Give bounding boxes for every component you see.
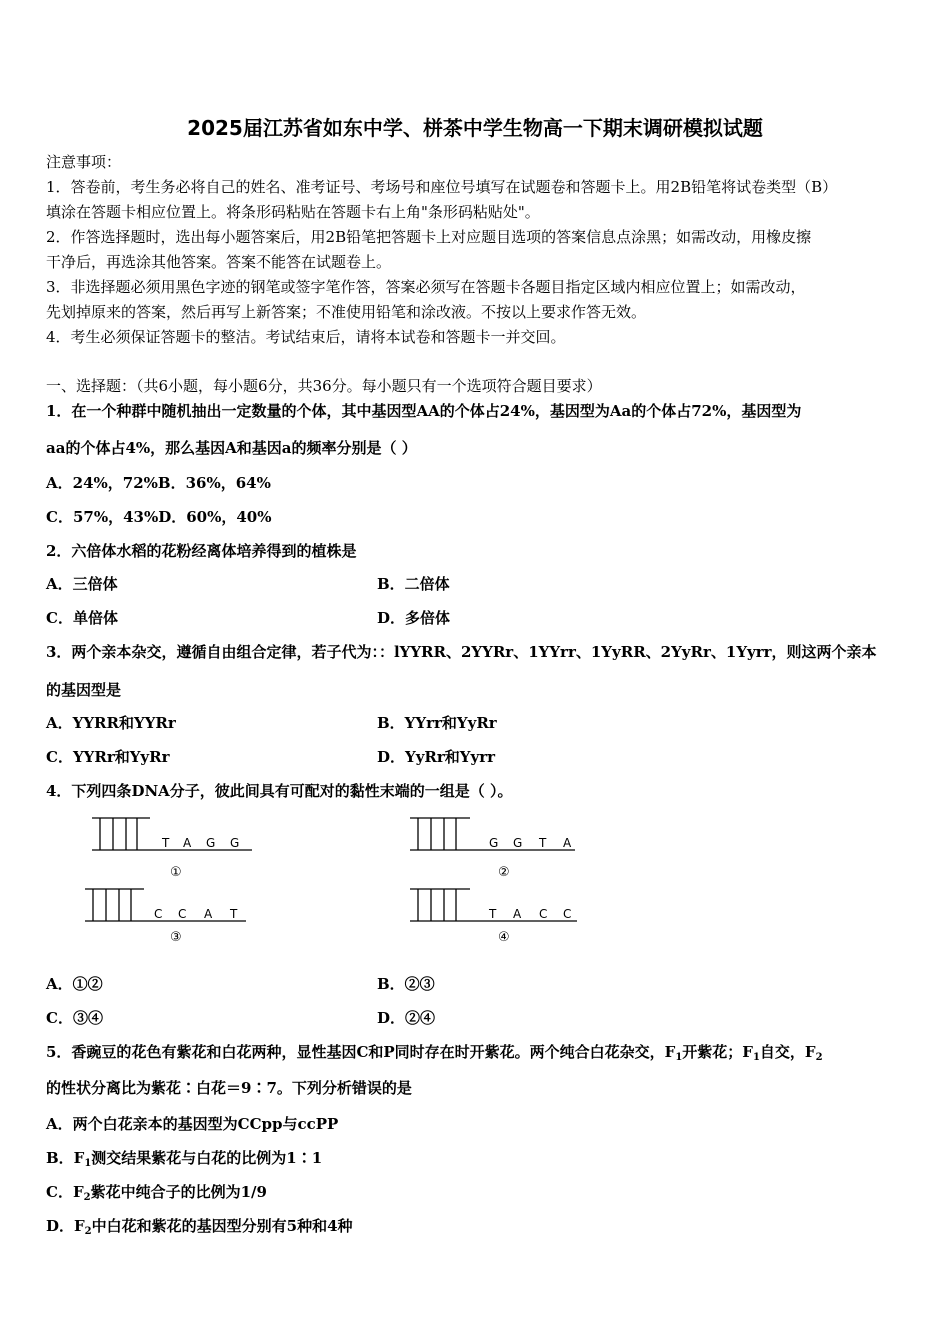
q4-option-a: A．①② xyxy=(46,975,103,993)
m1-base: T xyxy=(162,836,170,850)
q5-option-d xyxy=(46,1216,353,1236)
m4-label: ④ xyxy=(498,930,510,945)
q5-d-sub: 2 xyxy=(84,1226,92,1237)
m3-base: C xyxy=(154,907,163,921)
notice-line: 干净后，再选涂其他答案。答案不能答在试题卷上。 xyxy=(46,253,392,271)
q5-text: 开紫花；F xyxy=(682,1043,753,1061)
m3-label: ③ xyxy=(170,930,182,945)
q5-c-post: 紫花中纯合子的比例为1/9 xyxy=(90,1183,267,1201)
q3-option-a: A．YYRR和YYRr xyxy=(46,714,176,732)
dna-molecule-1 xyxy=(92,818,252,850)
dna-figure xyxy=(80,812,595,948)
m2-label: ② xyxy=(498,865,510,880)
q5-c-pre: C．F xyxy=(46,1183,84,1201)
q3-option-d: D．YyRr和Yyrr xyxy=(377,748,496,766)
q4-option-d: D．②④ xyxy=(377,1009,436,1027)
q3-option-b: B．YYrr和YyRr xyxy=(377,714,497,732)
q5-c-sub: 2 xyxy=(83,1192,91,1203)
q2-option-d: D．多倍体 xyxy=(377,609,451,627)
q1-stem-line2: aa的个体占4%，那么基因A和基因a的频率分别是（ ） xyxy=(46,439,417,457)
q3-stem-line2: 的基因型是 xyxy=(46,681,122,699)
q5-option-a: A．两个白花亲本的基因型为CCpp与ccPP xyxy=(46,1115,339,1133)
m3-base: C xyxy=(178,907,187,921)
q4-option-b: B．②③ xyxy=(377,975,435,993)
section-heading: 一、选择题：（共6小题，每小题6分，共36分。每小题只有一个选项符合题目要求） xyxy=(46,377,602,395)
m1-label: ① xyxy=(170,865,182,880)
q2-option-b: B．二倍体 xyxy=(377,575,450,593)
q2-option-a: A．三倍体 xyxy=(46,575,118,593)
q1-options-cd: C．57%，43%D．60%，40% xyxy=(46,508,272,526)
q5-b-sub: 1 xyxy=(84,1158,92,1169)
notice-heading: 注意事项： xyxy=(46,153,122,171)
q4-stem: 4．下列四条DNA分子，彼此间具有可配对的黏性末端的一组是（ ）。 xyxy=(46,782,513,800)
m1-base: G xyxy=(230,836,240,850)
q5-option-b xyxy=(46,1148,322,1168)
m4-base: T xyxy=(489,907,497,921)
m1-base: A xyxy=(183,836,192,850)
m4-base: C xyxy=(563,907,572,921)
m1-base: G xyxy=(206,836,216,850)
q2-option-c: C．单倍体 xyxy=(46,609,118,627)
q3-stem-line1: 3．两个亲本杂交，遵循自由组合定律，若子代为：：lYYRR、2YYRr、1YYrr、1YyRR、2YyRr、1Yyrr，则这两个亲本 xyxy=(46,643,877,661)
notice-line: 先划掉原来的答案，然后再写上新答案；不准使用铅笔和涂改液。不按以上要求作答无效。 xyxy=(46,303,647,321)
q2-stem: 2．六倍体水稻的花粉经离体培养得到的植株是 xyxy=(46,542,357,560)
q3-option-c: C．YYRr和YyRr xyxy=(46,748,170,766)
m3-base: A xyxy=(204,907,213,921)
notice-line: 填涂在答题卡相应位置上。将条形码粘贴在答题卡右上角"条形码粘贴处"。 xyxy=(46,203,540,221)
q1-options-ab: A．24%，72%B．36%，64% xyxy=(46,474,271,492)
notice-line: 1．答卷前，考生务必将自己的姓名、准考证号、考场号和座位号填写在试题卷和答题卡上。用2B铅笔将试卷类型（B） xyxy=(46,178,838,196)
m4-base: A xyxy=(513,907,522,921)
m4-base: C xyxy=(539,907,548,921)
m2-base: G xyxy=(489,836,499,850)
q5-subscript: 1 xyxy=(752,1052,760,1063)
q5-option-c xyxy=(46,1182,267,1202)
q5-text: 5．香豌豆的花色有紫花和白花两种，显性基因C和P同时存在时开紫花。两个纯合白花杂交，F xyxy=(46,1043,676,1061)
q5-stem-line1 xyxy=(46,1042,823,1062)
q5-stem-line2: 的性状分离比为紫花∶白花＝9∶7。下列分析错误的是 xyxy=(46,1079,412,1097)
q5-subscript: 2 xyxy=(815,1052,823,1063)
q5-b-post: 测交结果紫花与白花的比例为1∶1 xyxy=(91,1149,323,1167)
q5-subscript: 1 xyxy=(675,1052,683,1063)
q5-d-pre: D．F xyxy=(46,1217,85,1235)
m2-base: G xyxy=(513,836,523,850)
notice-line: 2．作答选择题时，选出每小题答案后，用2B铅笔把答题卡上对应题目选项的答案信息点涂黑；如需改动，用橡皮擦 xyxy=(46,228,812,246)
m2-base: A xyxy=(563,836,572,850)
q5-text: 自交，F xyxy=(759,1043,816,1061)
q5-b-pre: B．F xyxy=(46,1149,85,1167)
q5-d-post: 中白花和紫花的基因型分别有5种和4种 xyxy=(91,1217,353,1235)
q4-option-c: C．③④ xyxy=(46,1009,103,1027)
q1-stem-line1: 1．在一个种群中随机抽出一定数量的个体，其中基因型AA的个体占24%，基因型为Aa的个体占72%，基因型为 xyxy=(46,402,802,420)
m3-base: T xyxy=(230,907,238,921)
notice-line: 3．非选择题必须用黑色字迹的钢笔或签字笔作答，答案必须写在答题卡各题目指定区域内相应位置上；如需改动， xyxy=(46,278,806,296)
m2-base: T xyxy=(539,836,547,850)
notice-line: 4．考生必须保证答题卡的整洁。考试结束后，请将本试卷和答题卡一并交回。 xyxy=(46,328,566,346)
page-title: 2025届江苏省如东中学、栟茶中学生物高一下期末调研模拟试题 xyxy=(187,116,763,140)
dna-molecule-3 xyxy=(85,889,246,921)
